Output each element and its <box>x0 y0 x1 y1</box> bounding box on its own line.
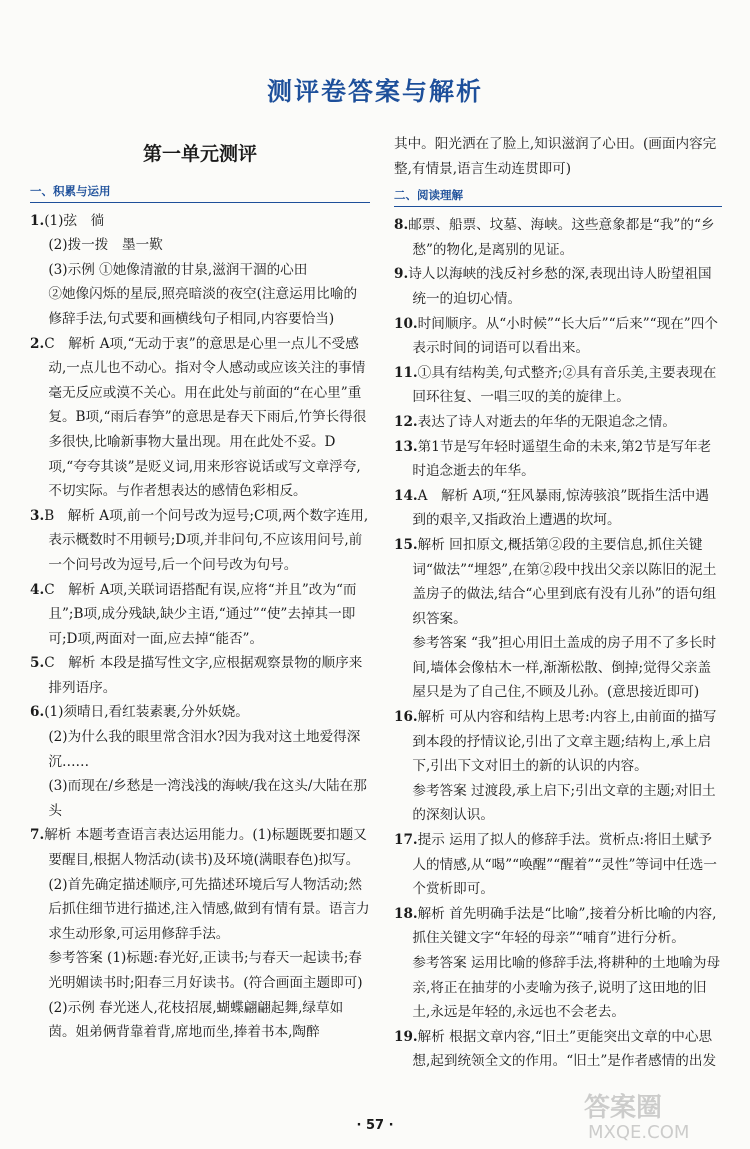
answer-item <box>30 725 370 774</box>
item-text: 诗人以海峡的浅反衬乡愁的深,表现出诗人盼望祖国统一的迫切心情。 <box>408 266 712 307</box>
item-text: 表达了诗人对逝去的年华的无限追念之情。 <box>417 413 676 430</box>
item-text: (2)示例 春光迷人,花枝招展,蝴蝶翩翩起舞,绿草如茵。姐弟俩背靠着背,席地而坐,捧着书本,陶醉 <box>48 999 344 1041</box>
left-answer-list <box>30 209 370 1045</box>
item-text: 解析 本题考查语言表达运用能力。(1)标题既要扣题又要醒目,根据人物活动(读书)及环境(满眼春色)拟写。(2)首先确定描述顺序,可先描述环境后写人物活动;然后抓住细节进行描述,注入情感,做到有情有景。语言力求生动形象,可运用修辞手法。 <box>44 827 370 942</box>
item-number: 18. <box>394 905 418 922</box>
item-text: 参考答案 (1)标题:春光好,正读书;与春天一起读书;春光明媚读书时;阳春三月好读书。(符合画面主题即可) <box>48 950 363 991</box>
answer-item <box>394 1025 722 1074</box>
item-text: (3)示例 ①她像清澈的甘泉,滋润干涸的心田 <box>48 261 308 278</box>
item-number: 1. <box>30 212 45 229</box>
item-number: 8. <box>394 217 409 234</box>
item-text: 解析 回扣原文,概括第②段的主要信息,抓住关键词“做法”“埋怨”,在第②段中找出父亲以陈旧的泥土盖房子的做法,结合“心里到底有没有儿孙”的语句组织答案。 <box>412 536 717 627</box>
item-number: 19. <box>394 1028 418 1045</box>
item-number: 3. <box>30 507 45 524</box>
item-text: 邮票、船票、坟墓、海峡。这些意象都是“我”的“乡愁”的物化,是离别的见证。 <box>408 217 715 258</box>
answer-item <box>30 651 370 700</box>
answer-item <box>394 484 722 533</box>
page-number: · 57 · <box>356 1118 394 1133</box>
item-text: 解析 可从内容和结构上思考:内容上,由前面的描写到本段的抒情议论,引出了文章主题;结构上,承上启下,引出下文对旧土的新的认识的内容。 <box>412 709 717 775</box>
answer-item <box>30 700 370 725</box>
item-text: B 解析 A项,前一个问号改为逗号;C项,两个数字连用,表示概数时不用顿号;D项,并非问句,不应该用问号,前一个问号改为逗号,后一个问号改为句号。 <box>44 507 369 573</box>
item-number: 9. <box>394 266 409 283</box>
answer-item <box>30 332 370 504</box>
answer-item <box>394 213 722 262</box>
unit-title: 第一单元测评 <box>142 143 257 165</box>
answer-item <box>394 902 722 951</box>
item-text: 参考答案 运用比喻的修辞手法,将耕种的土地喻为母亲,将正在抽芽的小麦喻为孩子,说明了这田地的旧土,永远是年轻的,永远也不会老去。 <box>412 955 721 1021</box>
left-column <box>30 132 370 1045</box>
item-text: (2)拨一拨 墨一歎 <box>48 237 163 254</box>
answer-item <box>394 779 722 828</box>
item-number: 4. <box>30 581 45 598</box>
right-column <box>394 132 722 1074</box>
answer-item <box>30 823 370 946</box>
answer-item <box>394 631 722 705</box>
item-text: ①具有结构美,句式整齐;②具有音乐美,主要表现在回环往复、一唱三叹的美的旋律上。 <box>412 364 717 406</box>
answer-item <box>30 233 370 258</box>
answer-item <box>30 209 370 234</box>
answer-item <box>394 533 722 631</box>
answer-item <box>394 262 722 311</box>
item-number: 10. <box>394 315 418 332</box>
item-text: (1)弦 徜 <box>44 212 105 229</box>
answer-item <box>394 410 722 435</box>
item-number: 7. <box>30 827 45 844</box>
item-text: 时间顺序。从“小时候”“长大后”“后来”“现在”四个表示时间的词语可以看出来。 <box>412 315 718 357</box>
continued-text: 其中。阳光洒在了脸上,知识滋润了心田。(画面内容完整,有情景,语言生动连贯即可) <box>394 136 717 177</box>
item-number: 11. <box>394 364 418 381</box>
document-title: 测评卷答案与解析 <box>266 77 483 106</box>
item-number: 12. <box>394 413 418 430</box>
answer-item <box>30 578 370 652</box>
answer-item <box>30 774 370 823</box>
answer-item <box>394 951 722 1025</box>
answer-item <box>30 946 370 995</box>
section-heading-2: 二、阅读理解 <box>394 185 722 207</box>
item-text: 提示 运用了拟人的修辞手法。赏析点:将旧土赋予人的情感,从“喝”“唤醒”“醒着”“灵性”等词中任选一个赏析即可。 <box>412 832 717 898</box>
item-number: 2. <box>30 335 45 352</box>
item-text: 参考答案 过渡段,承上启下;引出文章的主题;对旧土的深刻认识。 <box>412 782 716 824</box>
item-number: 16. <box>394 709 418 726</box>
item-text: 解析 根据文章内容,“旧土”更能突出文章的中心思想,起到统领全文的作用。“旧土”是作者感情的出发 <box>412 1028 717 1070</box>
item-text: C 解析 本段是描写性文字,应根据观察景物的顺序来排列语序。 <box>44 655 363 696</box>
item-number: 5. <box>30 655 45 672</box>
item-text: 第1节是写年轻时遥望生命的未来,第2节是写年老时追念逝去的年华。 <box>412 438 712 480</box>
answer-item <box>394 828 722 902</box>
item-number: 14. <box>394 487 418 504</box>
item-text: 解析 首先明确手法是“比喻”,接着分析比喻的内容,抓住关键文字“年轻的母亲”“哺育”进行分析。 <box>412 905 717 947</box>
answer-item <box>30 258 370 283</box>
answer-item <box>30 282 370 331</box>
answer-item <box>30 504 370 578</box>
section-heading-1: 一、积累与运用 <box>30 181 370 203</box>
item-number: 17. <box>394 832 418 849</box>
answer-item <box>30 996 370 1045</box>
item-number: 15. <box>394 536 418 553</box>
right-answer-list <box>394 213 722 1074</box>
answer-item <box>394 705 722 779</box>
item-text: (3)而现在/乡愁是一湾浅浅的海峡/我在这头/大陆在那头 <box>48 778 367 819</box>
item-text: 参考答案 “我”担心用旧土盖成的房子用不了多长时间,墙体会像枯木一样,渐渐松散、倒掉;觉得父亲盖屋只是为了自己住,不顾及儿孙。(意思接近即可) <box>412 635 717 701</box>
item-text: C 解析 A项,“无动于衷”的意思是心里一点儿不受感动,一点儿也不动心。指对令人感动或应该关注的事情毫无反应或漠不关心。用在此处与前面的“在心里”重复。B项,“雨后春笋”的意思是春天下雨后,竹笋长得很多很快,比喻新事物大量出现。用在此处不妥。D项,“夸夸其谈”是贬义词,用来形容说话或写文章浮夸,不切实际。与作者想表达的感情色彩相反。 <box>44 335 367 500</box>
item-number: 13. <box>394 438 418 455</box>
item-number: 6. <box>30 704 45 721</box>
answer-item <box>394 361 722 410</box>
item-text: A 解析 A项,“狂风暴雨,惊涛骇浪”既指生活中遇到的艰辛,又指政治上遭遇的坎坷。 <box>412 487 709 529</box>
item-text: (2)为什么我的眼里常含泪水?因为我对这土地爱得深沉…… <box>48 729 361 770</box>
item-text: ②她像闪烁的星辰,照亮暗淡的夜空(注意运用比喻的修辞手法,句式要和画横线句子相同,内容要恰当) <box>48 286 358 327</box>
watermark-text-url: MXQE.COM <box>588 1122 690 1143</box>
item-text: C 解析 A项,关联词语搭配有误,应将“并且”改为“而且”;B项,成分残缺,缺少主语,“通过”“使”去掉其一即可;D项,两面对一面,应去掉“能否”。 <box>44 581 357 647</box>
watermark-text-cn: 答案圈 <box>584 1093 663 1123</box>
answer-item <box>394 312 722 361</box>
item-text: (1)须晴日,看红装素裹,分外妖娆。 <box>44 704 249 721</box>
watermark-logo <box>574 1086 734 1144</box>
answer-item <box>394 435 722 484</box>
